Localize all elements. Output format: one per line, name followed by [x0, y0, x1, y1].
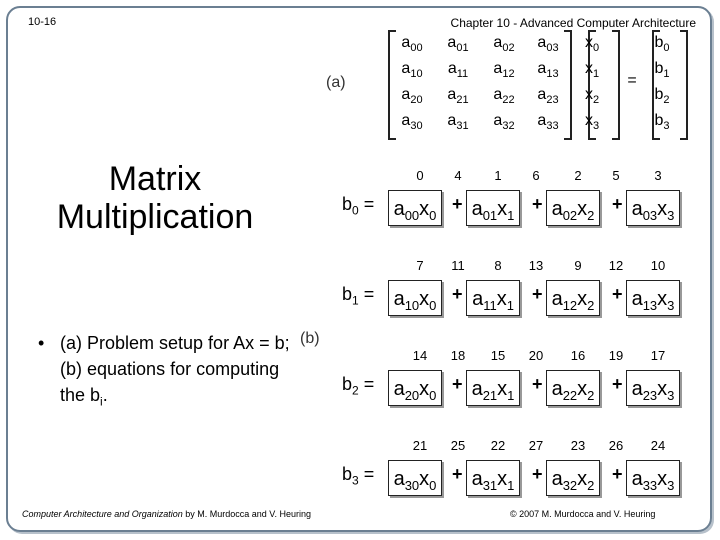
- product-term: $a_{12}x_2$: [546, 280, 600, 316]
- step-number: 10: [650, 258, 666, 273]
- footer-copyright: © 2007 M. Murdocca and V. Heuring: [510, 509, 656, 519]
- matrix-cell: $b_3$: [654, 112, 670, 133]
- product-term: $a_{21}x_1$: [466, 370, 520, 406]
- matrix-cell: $x_3$: [584, 112, 600, 133]
- matrix-cell: $a_{12}$: [493, 60, 515, 81]
- plus-sign: +: [612, 284, 623, 304]
- matrix-cell: $b_2$: [654, 86, 670, 107]
- step-number: 22: [490, 438, 506, 453]
- step-number: 5: [612, 168, 620, 183]
- matrix-cell: $a_{21}$: [447, 86, 469, 107]
- step-number: 15: [490, 348, 506, 363]
- plus-sign: +: [532, 194, 543, 214]
- product-term: $a_{20}x_0$: [388, 370, 442, 406]
- equation-result: $b_3$ =: [342, 464, 375, 488]
- product-term: $a_{23}x_3$: [626, 370, 680, 406]
- step-number: 25: [450, 438, 466, 453]
- bullet-point: [38, 330, 298, 415]
- step-number: 9: [574, 258, 582, 273]
- step-number: 27: [528, 438, 544, 453]
- equation-result: $b_2$ =: [342, 374, 375, 398]
- plus-sign: +: [612, 374, 623, 394]
- matrix-cell: $a_{03}$: [537, 34, 559, 55]
- product-term: $a_{31}x_1$: [466, 460, 520, 496]
- plus-sign: +: [452, 464, 463, 484]
- plus-sign: +: [612, 194, 623, 214]
- step-number: 11: [451, 258, 465, 273]
- step-number: 26: [608, 438, 624, 453]
- matrix-cell: $a_{30}$: [401, 112, 423, 133]
- matrix-cell: $x_2$: [584, 86, 600, 107]
- matrix-cell: $a_{32}$: [493, 112, 515, 133]
- product-term: $a_{01}x_1$: [466, 190, 520, 226]
- step-number: 8: [494, 258, 502, 273]
- product-term: $a_{00}x_0$: [388, 190, 442, 226]
- equation-result: $b_1$ =: [342, 284, 375, 308]
- matrix-cell: $a_{13}$: [537, 60, 559, 81]
- product-term: $a_{30}x_0$: [388, 460, 442, 496]
- step-number: 4: [454, 168, 462, 183]
- step-number: 7: [416, 258, 424, 273]
- matrix-cell: $a_{23}$: [537, 86, 559, 107]
- step-number: 14: [412, 348, 428, 363]
- matrix-cell: $x_0$: [584, 34, 600, 55]
- step-number: 21: [412, 438, 428, 453]
- step-number: 23: [570, 438, 586, 453]
- product-term: $a_{03}x_3$: [626, 190, 680, 226]
- page-number: 10-16: [28, 16, 57, 28]
- plus-sign: +: [452, 284, 463, 304]
- product-term: $a_{32}x_2$: [546, 460, 600, 496]
- plus-sign: +: [452, 374, 463, 394]
- step-number: 2: [574, 168, 582, 183]
- plus-sign: +: [452, 194, 463, 214]
- step-number: 18: [450, 348, 466, 363]
- bullet-text: (a) Problem setup for Ax = b; (b) equations for computing the $b_i$.: [60, 333, 290, 409]
- matrix-cell: $a_{33}$: [537, 112, 559, 133]
- product-term: $a_{33}x_3$: [626, 460, 680, 496]
- step-number: 19: [608, 348, 624, 363]
- matrix-cell: $a_{20}$: [401, 86, 423, 107]
- matrix-cell: $a_{10}$: [401, 60, 423, 81]
- step-number: 3: [654, 168, 662, 183]
- plus-sign: +: [532, 284, 543, 304]
- product-term: $a_{10}x_0$: [388, 280, 442, 316]
- step-number: 12: [608, 258, 624, 273]
- matrix-cell: $b_0$: [654, 34, 670, 55]
- footer-citation: Computer Architecture and Organization by M. Murdocca and V. Heuring: [22, 509, 311, 519]
- step-number: 13: [528, 258, 544, 273]
- product-term: $a_{11}x_1$: [466, 280, 520, 316]
- matrix-cell: $b_1$: [654, 60, 670, 81]
- step-number: 20: [528, 348, 544, 363]
- equation-result: $b_0$ =: [342, 194, 375, 218]
- matrix-cell: $a_{00}$: [401, 34, 423, 55]
- step-number: 24: [650, 438, 666, 453]
- label-a: (a): [326, 74, 346, 91]
- matrix-cell: =: [627, 72, 637, 89]
- slide-title: [20, 160, 290, 236]
- chapter-title: Chapter 10 - Advanced Computer Architecture: [450, 16, 696, 30]
- step-number: 1: [494, 168, 502, 183]
- product-term: $a_{22}x_2$: [546, 370, 600, 406]
- step-number: 0: [416, 168, 424, 183]
- plus-sign: +: [612, 464, 623, 484]
- step-number: 6: [532, 168, 540, 183]
- title-line-2: Multiplication: [56, 198, 254, 236]
- step-number: 16: [570, 348, 586, 363]
- product-term: $a_{13}x_3$: [626, 280, 680, 316]
- matrix-cell: $a_{11}$: [447, 60, 469, 81]
- matrix-cell: $a_{22}$: [493, 86, 515, 107]
- matrix-cell: $a_{01}$: [447, 34, 469, 55]
- plus-sign: +: [532, 464, 543, 484]
- bullet-dot: •: [38, 333, 45, 353]
- label-b: (b): [300, 330, 320, 347]
- matrix-cell: $x_1$: [584, 60, 600, 81]
- title-line-1: Matrix: [108, 160, 202, 198]
- step-number: 17: [650, 348, 666, 363]
- matrix-cell: $a_{02}$: [493, 34, 515, 55]
- plus-sign: +: [532, 374, 543, 394]
- matrix-cell: $a_{31}$: [447, 112, 469, 133]
- product-term: $a_{02}x_2$: [546, 190, 600, 226]
